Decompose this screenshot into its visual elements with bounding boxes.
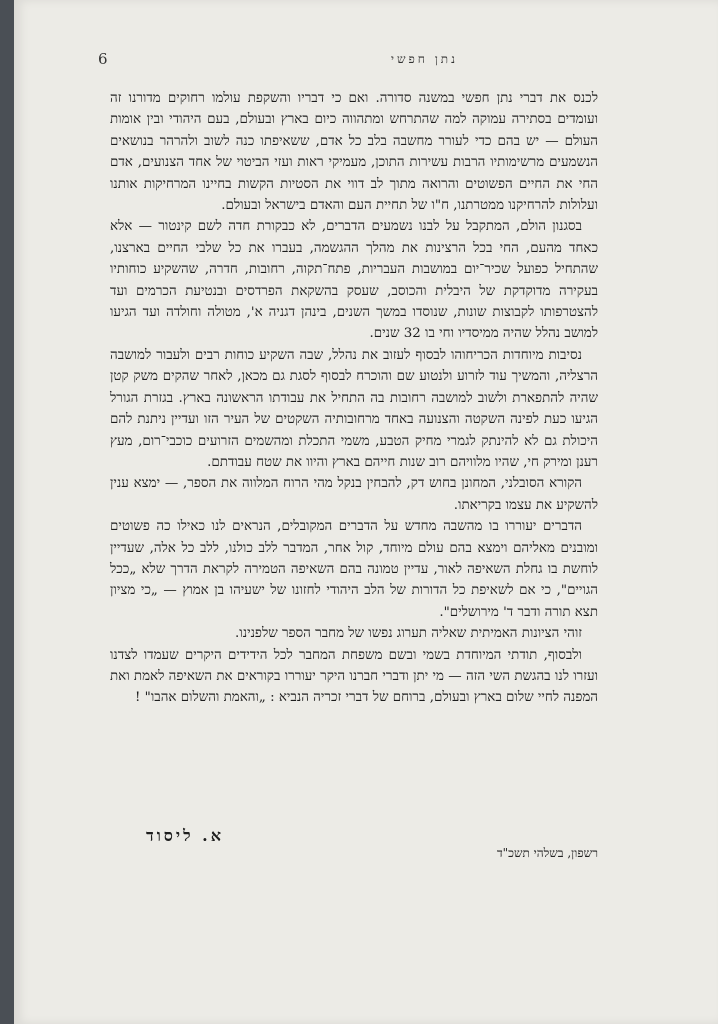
paragraph-1: לכנס את דברי נתן חפשי במשנה סדורה. ואם כי דבריו והשקפת עולמו רחוקים מדורנו זה ועומדים בסתירה עמוקה למה שהתרחש ומתהווה כיום בארץ ובעולם, בעם היהודי ובין אומות העולם — יש בהם כדי לעורר מחשבה בלב כל אדם, ששאיפתו כנה לשוב ולהרהר בנושאים הנשמעים מרשימותיו הרבות עשירות התוכן, מעמיקי ראות ועזי הביטוי של אחד הצנועים, אדם החי את החיים הפשוטים והרואה מתוך לב דווי את הסטיות הקשות בחיינו המרחיקות אותנו ועלולות להרחיקנו ממטרתנו, ח"ו של תחיית העם והאדם בישראל ובעולם.	[110, 91, 598, 214]
paragraph-3: נסיבות מיוחדות הכריחוהו לבסוף לעזוב את נהלל, שבה השקיע כוחות רבים ולעבור למושבה הרצליה, והמשיך עוד לזרוע ולנטוע שם והוכרח לבסוף לסגת גם מכאן, לאחר שהקים משק קטן שהיה להתפארת ולשוב למושבה רחובות בה התחיל את עבודתו הראשונה בארץ. בגזרת הגורל הגיעו כעת לפינה השקטה והצנועה באחד מרחובותיה השקטים של העיר הזו ועדיין ניתנת להם היכולת גם לא להינתק לגמרי מחיק הטבע, משמי התכלת ומהשמים הזרועים כוכבי־רום, מעץ רענן ומירק חי, שהיו מלוויהם רוב שנות חייהם בארץ והיוו את שטח עבודתם.	[110, 347, 598, 470]
paragraph-2: בסגנון הולם, המתקבל על לבנו נשמעים הדברים, לא כבקורת חדה לשם קינטור — אלא כאחד מהעם, החי בכל הרצינות את מהלך ההגשמה, בעברו את כל שלבי החיים בארצנו, שהתחיל כפועל שכיר־יום במושבות העבריות, פתח־תקוה, רחובות, חדרה, שהשקיע כוחותיו בעקירה מדוקדקת של היבלית והכוסב, שעסק בהשקאת הפרדסים ובנטיעת הכרמים ועד להצטרפותו לקבוצות שונות, שנוסדו במשך השנים, בינהן דגניה א', מטולה וחולדה ועד הגיעו למושב נהלל שהיה ממיסדיו וחי בו 32 שנים.	[110, 219, 598, 342]
author-signature: א. ליסוד	[146, 826, 224, 845]
paragraph-4: הקורא הסובלני, המחונן בחוש דק, להבחין בנקל מהי הרוח המלווה את הספר, — ימצא ענין להשקיע את עצמו בקריאתו.	[110, 476, 598, 513]
body-text	[110, 88, 598, 709]
paragraph-7: ולבסוף, תודתי המיוחדת בשמי ובשם משפחת המחבר לכל הידידים היקרים שעמדו לצדנו ועזרו לנו בהגשת השי הזה — מי יתן ודברי חברנו היקר יעוררו בקוראים את השאיפה לאמת ואת המפנה לחיי שלום בארץ ובעולם, ברוחם של דברי זכריה הנביא : „והאמת והשלום אהבו" !	[110, 647, 598, 706]
place-date: רשפון, בשלהי תשכ"ד	[496, 846, 598, 860]
page-number: 6	[98, 50, 108, 68]
paragraph-6: זוהי הציונות האמיתית שאליה תערוג נפשו של מחבר הספר שלפנינו.	[235, 626, 582, 642]
paragraph-5: הדברים יעוררו בו מהשבה מחדש על הדברים המקובלים, הנראים לנו כאילו כה פשוטים ומובנים מאליהם וימצא בהם עולם מיוחד, קול אחר, המדבר ללב כולנו, ללב כל אלה, שעדיין לוחשת בו גחלת השאיפה לאור, עדיין טמונה בהם השאיפה הטמירה לקראת הדרך שלא „ככל הגויים", כי אם לשאיפת כל הדורות של הלב היהודי לחזונו של ישעיהו בן אמוץ — „כי מציון תצא תורה ודבר ד' מירושלים".	[110, 519, 598, 620]
book-page	[14, 0, 718, 1024]
running-title: נתן חפשי	[390, 52, 458, 66]
running-head	[98, 50, 658, 72]
signature-block	[110, 826, 598, 876]
